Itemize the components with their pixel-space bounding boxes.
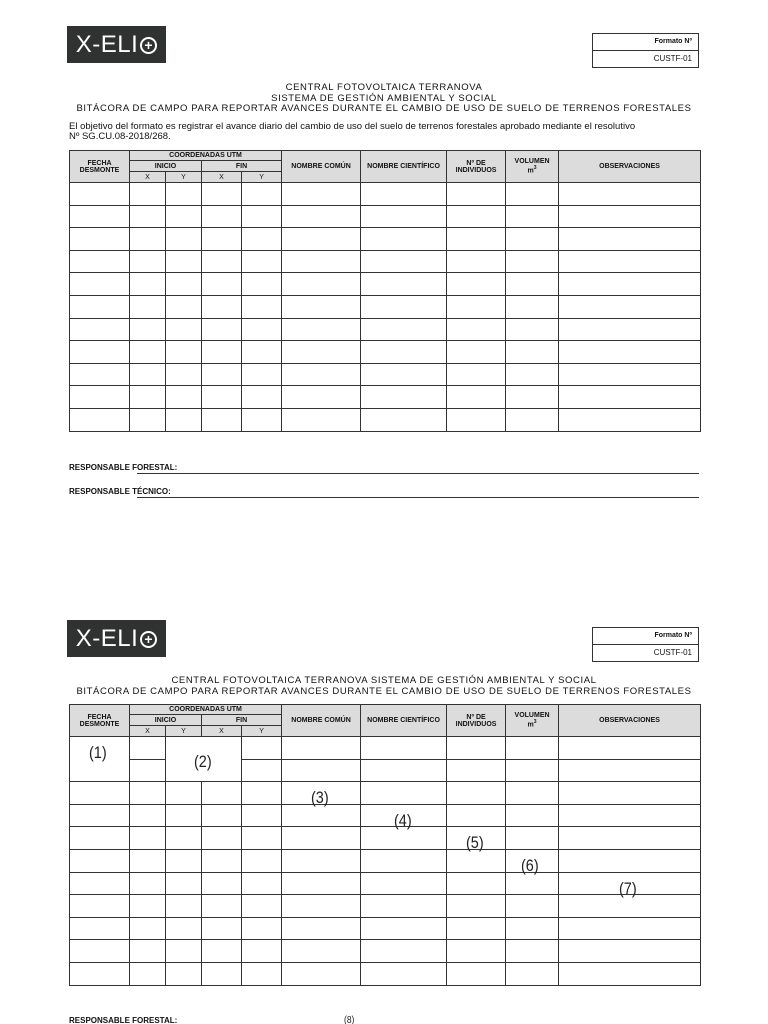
table-cell[interactable] [361,872,447,895]
table-cell[interactable] [242,341,282,364]
table-cell[interactable] [506,318,559,341]
volumen-exponent: 3 [533,165,537,172]
table-cell[interactable] [361,408,447,431]
table-cell[interactable] [559,737,701,760]
table-row [70,295,701,318]
table-cell[interactable] [70,205,130,228]
header-observaciones: OBSERVACIONES [559,705,701,737]
table-cell[interactable] [242,804,282,827]
table-row [70,895,701,918]
header-coordenadas-utm: COORDENADAS UTM [130,705,282,715]
table-cell[interactable] [361,940,447,963]
table-cell[interactable] [361,782,447,805]
responsable-forestal-label: RESPONSABLE FORESTAL: [69,463,178,472]
table-row [70,804,701,827]
document-titles [0,676,768,697]
table-cell[interactable] [130,759,166,782]
logo-plus-icon: + [140,631,157,648]
table-cell[interactable] [242,318,282,341]
table-cell[interactable] [506,408,559,431]
table-cell[interactable] [447,228,506,251]
table-cell[interactable] [559,250,701,273]
header-fin: FIN [202,715,282,726]
field-log-table [69,150,701,432]
table-cell[interactable] [202,250,242,273]
table-cell[interactable] [166,849,202,872]
table-cell[interactable] [559,363,701,386]
table-cell[interactable] [506,386,559,409]
table-cell[interactable] [559,273,701,296]
table-cell[interactable] [202,295,242,318]
marker-3: (3) [311,788,329,807]
table-cell[interactable] [506,917,559,940]
header-nombre-comun: NOMBRE COMÚN [282,151,361,183]
header-volumen [506,705,559,737]
table-cell[interactable] [130,849,166,872]
table-cell[interactable] [70,228,130,251]
responsable-forestal-field[interactable] [69,463,699,475]
xelio-logo [67,26,166,63]
table-cell[interactable] [70,363,130,386]
table-cell[interactable] [506,205,559,228]
table-cell[interactable] [202,827,242,850]
table-cell[interactable] [202,872,242,895]
table-cell[interactable] [70,917,130,940]
table-cell[interactable] [130,962,166,985]
table-cell[interactable] [282,183,361,206]
logo-text: X-ELI [75,30,139,58]
table-cell[interactable] [242,205,282,228]
table-cell[interactable] [361,386,447,409]
table-cell[interactable] [242,917,282,940]
volumen-label: VOLUMEN [514,712,550,720]
header-inicio-y: Y [166,172,202,183]
table-cell[interactable] [242,759,282,782]
table-row [70,205,701,228]
table-cell[interactable] [447,782,506,805]
header-volumen [506,151,559,183]
table-cell[interactable] [70,386,130,409]
table-cell[interactable] [166,183,202,206]
table-cell[interactable] [282,872,361,895]
table-row [70,408,701,431]
header-coordenadas-utm: COORDENADAS UTM [130,151,282,161]
table-cell[interactable] [202,341,242,364]
table-cell[interactable] [506,183,559,206]
header-inicio: INICIO [130,161,202,172]
table-cell[interactable] [447,940,506,963]
format-sheet-2 [0,595,768,1024]
table-cell[interactable] [166,363,202,386]
table-cell[interactable] [506,363,559,386]
table-cell[interactable] [242,737,282,760]
table-row [70,183,701,206]
table-cell[interactable] [506,940,559,963]
header-inicio-x: X [130,172,166,183]
table-cell[interactable] [130,804,166,827]
table-cell[interactable] [447,295,506,318]
table-row [70,940,701,963]
table-cell[interactable] [559,205,701,228]
header-inicio-x: X [130,726,166,737]
table-cell[interactable] [361,917,447,940]
table-cell[interactable] [559,940,701,963]
field-log-table-annotated [69,704,701,986]
table-cell[interactable] [202,917,242,940]
table-cell[interactable] [447,250,506,273]
header-num-individuos: Nº DE INDIVIDUOS [447,705,506,737]
marker-4: (4) [394,811,412,830]
objective-line: Nº SG.CU.08-2018/268. [69,131,171,142]
table-cell[interactable] [70,940,130,963]
table-cell[interactable] [70,250,130,273]
table-cell[interactable] [166,940,202,963]
table-cell[interactable] [282,295,361,318]
table-cell[interactable] [242,962,282,985]
table-cell[interactable] [130,408,166,431]
table-cell[interactable] [70,318,130,341]
table-cell[interactable] [242,782,282,805]
marker-1: (1) [89,743,107,762]
table-cell[interactable] [130,228,166,251]
table-row [70,250,701,273]
table-cell[interactable] [166,827,202,850]
format-label: Formato Nº [654,632,692,639]
header-nombre-cientifico: NOMBRE CIENTÍFICO [361,151,447,183]
table-row [70,962,701,985]
table-cell[interactable] [559,295,701,318]
table-cell[interactable] [361,183,447,206]
table-cell[interactable] [130,363,166,386]
table-cell[interactable] [202,962,242,985]
table-cell[interactable] [361,759,447,782]
format-code: CUSTF-01 [593,50,698,67]
table-cell[interactable] [447,363,506,386]
table-cell[interactable] [282,849,361,872]
table-cell[interactable] [282,827,361,850]
header-nombre-cientifico: NOMBRE CIENTÍFICO [361,705,447,737]
table-cell[interactable] [70,895,130,918]
table-cell[interactable] [559,849,701,872]
header-observaciones: OBSERVACIONES [559,151,701,183]
table-row [70,273,701,296]
table-cell[interactable] [130,827,166,850]
table-cell[interactable] [202,940,242,963]
table-cell[interactable] [166,295,202,318]
table-cell[interactable] [447,962,506,985]
marker-5: (5) [466,833,484,852]
table-cell[interactable] [447,318,506,341]
table-cell[interactable] [166,228,202,251]
table-cell[interactable] [447,205,506,228]
table-row [70,386,701,409]
table-cell[interactable] [70,408,130,431]
table-cell[interactable] [202,273,242,296]
table-cell[interactable] [130,737,166,760]
responsable-tecnico-label: RESPONSABLE TÉCNICO: [69,487,171,496]
table-cell[interactable] [361,295,447,318]
volumen-exponent: 3 [533,719,537,726]
responsable-forestal-label: RESPONSABLE FORESTAL: [69,1016,178,1024]
document-titles [0,83,768,115]
header-inicio: INICIO [130,715,202,726]
signature-line [137,497,699,498]
table-cell[interactable] [282,318,361,341]
table-cell[interactable] [70,183,130,206]
table-cell[interactable] [506,827,559,850]
title-line: BITÁCORA DE CAMPO PARA REPORTAR AVANCES DURANTE EL CAMBIO DE USO DE SUELO DE TERRENOS FORESTALES [76,685,692,697]
table-cell[interactable] [559,962,701,985]
table-cell[interactable] [202,408,242,431]
table-cell[interactable] [361,205,447,228]
table-row [70,363,701,386]
table-cell[interactable] [130,940,166,963]
header-fin: FIN [202,161,282,172]
table-cell[interactable] [282,940,361,963]
table-cell[interactable] [130,318,166,341]
table-cell[interactable] [202,849,242,872]
table-cell[interactable] [282,250,361,273]
table-cell[interactable] [559,917,701,940]
format-number-box [592,627,699,662]
logo-plus-icon: + [140,37,157,54]
table-row [70,737,701,760]
volumen-label: VOLUMEN [514,158,550,166]
xelio-logo [67,620,166,657]
table-cell[interactable] [166,895,202,918]
table-cell[interactable] [130,782,166,805]
format-number-box [592,33,699,68]
table-cell[interactable] [70,273,130,296]
table-row [70,318,701,341]
table-cell[interactable] [559,228,701,251]
table-cell[interactable] [70,827,130,850]
table-cell[interactable] [202,782,242,805]
table-cell[interactable] [282,228,361,251]
table-cell[interactable] [282,341,361,364]
table-cell[interactable] [202,804,242,827]
table-cell[interactable] [282,386,361,409]
table-cell[interactable] [282,273,361,296]
table-cell[interactable] [242,295,282,318]
header-inicio-y: Y [166,726,202,737]
title-line: BITÁCORA DE CAMPO PARA REPORTAR AVANCES DURANTE EL CAMBIO DE USO DE SUELO DE TERRENOS FORESTALES [76,103,692,114]
table-cell[interactable] [166,408,202,431]
table-row [70,782,701,805]
table-cell[interactable] [447,341,506,364]
table-cell[interactable] [447,408,506,431]
table-cell[interactable] [506,804,559,827]
table-row [70,872,701,895]
table-cell[interactable] [202,183,242,206]
table-cell[interactable] [166,386,202,409]
marker-6: (6) [521,856,539,875]
table-cell[interactable] [559,782,701,805]
table-cell[interactable] [506,759,559,782]
table-cell[interactable] [202,205,242,228]
logo-text: X-ELI [75,624,139,652]
table-row [70,759,701,782]
table-cell[interactable] [242,849,282,872]
table-cell[interactable] [361,250,447,273]
signature-line [137,473,699,474]
table-cell[interactable] [447,917,506,940]
table-cell[interactable] [130,895,166,918]
table-cell[interactable] [447,895,506,918]
volumen-unit: m [527,721,534,729]
table-cell[interactable] [506,250,559,273]
table-cell[interactable] [166,962,202,985]
table-cell[interactable] [242,228,282,251]
table-cell[interactable] [506,273,559,296]
table-cell[interactable] [361,341,447,364]
table-cell[interactable] [361,273,447,296]
table-cell[interactable] [70,872,130,895]
table-cell[interactable] [166,318,202,341]
table-cell[interactable] [130,386,166,409]
table-cell[interactable] [202,228,242,251]
table-cell[interactable] [166,804,202,827]
table-cell[interactable] [282,408,361,431]
table-cell[interactable] [130,917,166,940]
table-cell[interactable] [242,250,282,273]
table-cell[interactable] [202,318,242,341]
table-cell[interactable] [447,759,506,782]
format-code: CUSTF-01 [593,644,698,661]
table-cell[interactable] [70,849,130,872]
table-cell[interactable] [506,341,559,364]
table-cell[interactable] [166,782,202,805]
table-cell[interactable] [506,782,559,805]
volumen-unit: m [527,167,534,175]
header-fin-x: X [202,172,242,183]
format-label: Formato Nº [654,38,692,45]
table-cell[interactable] [559,759,701,782]
title-line: CENTRAL FOTOVOLTAICA TERRANOVA [285,82,483,93]
title-line: SISTEMA DE GESTIÓN AMBIENTAL Y SOCIAL [271,92,497,104]
table-row [70,917,701,940]
table-cell[interactable] [166,341,202,364]
table-cell[interactable] [242,408,282,431]
table-cell[interactable] [559,408,701,431]
header-fecha-desmonte: FECHA DESMONTE [70,705,130,737]
marker-7: (7) [619,879,637,898]
table-cell[interactable] [361,895,447,918]
table-cell[interactable] [130,273,166,296]
table-cell[interactable] [447,273,506,296]
table-cell[interactable] [70,295,130,318]
table-cell[interactable] [361,318,447,341]
table-cell[interactable] [559,318,701,341]
table-cell[interactable] [361,962,447,985]
table-cell[interactable] [506,962,559,985]
table-cell[interactable] [447,183,506,206]
table-cell[interactable] [361,363,447,386]
header-nombre-comun: NOMBRE COMÚN [282,705,361,737]
table-cell[interactable] [242,895,282,918]
table-cell[interactable] [242,183,282,206]
table-cell[interactable] [70,341,130,364]
table-cell[interactable] [70,962,130,985]
table-cell[interactable] [506,895,559,918]
table-cell[interactable] [506,295,559,318]
table-cell[interactable] [202,895,242,918]
table-row [70,228,701,251]
table-cell[interactable] [166,205,202,228]
table-cell[interactable] [70,804,130,827]
table-cell[interactable] [447,737,506,760]
table-cell[interactable] [559,827,701,850]
table-cell[interactable] [130,183,166,206]
table-cell[interactable] [361,849,447,872]
table-cell[interactable] [166,273,202,296]
table-cell[interactable] [559,183,701,206]
table-cell[interactable] [447,804,506,827]
table-cell[interactable] [242,363,282,386]
table-cell[interactable] [130,295,166,318]
table-cell[interactable] [282,895,361,918]
table-cell[interactable] [506,737,559,760]
table-cell[interactable] [282,205,361,228]
table-cell[interactable] [282,363,361,386]
table-cell[interactable] [447,386,506,409]
responsable-forestal-field[interactable] [69,1016,699,1024]
header-fin-x: X [202,726,242,737]
table-cell[interactable] [361,228,447,251]
table-cell[interactable] [559,804,701,827]
table-cell[interactable] [202,363,242,386]
table-cell[interactable] [70,782,130,805]
table-cell[interactable] [282,759,361,782]
table-cell[interactable] [242,273,282,296]
title-line: CENTRAL FOTOVOLTAICA TERRANOVA SISTEMA DE GESTIÓN AMBIENTAL Y SOCIAL [171,675,597,686]
table-cell[interactable] [282,737,361,760]
objective-line: El objetivo del formato es registrar el avance diario del cambio de uso del suelo de terrenos forestales aprobado mediante el resolutivo [69,121,636,132]
table-cell[interactable] [559,341,701,364]
marker-8: (8) [344,1015,355,1024]
header-fin-y: Y [242,726,282,737]
marker-2: (2) [194,752,212,771]
table-row [70,827,701,850]
table-cell[interactable] [559,386,701,409]
table-cell[interactable] [166,250,202,273]
table-cell[interactable] [166,917,202,940]
header-num-individuos: Nº DE INDIVIDUOS [447,151,506,183]
table-cell[interactable] [166,872,202,895]
table-cell[interactable] [202,386,242,409]
objective-text [69,122,709,142]
table-cell[interactable] [130,205,166,228]
table-cell[interactable] [242,872,282,895]
table-cell[interactable] [242,940,282,963]
table-cell[interactable] [282,962,361,985]
responsable-tecnico-field[interactable] [69,487,699,499]
table-row [70,341,701,364]
table-cell[interactable] [242,827,282,850]
table-row [70,849,701,872]
table-cell[interactable] [506,228,559,251]
table-cell[interactable] [447,872,506,895]
header-fin-y: Y [242,172,282,183]
header-fecha-desmonte: FECHA DESMONTE [70,151,130,183]
table-cell[interactable] [130,341,166,364]
table-cell[interactable] [282,917,361,940]
table-cell[interactable] [130,872,166,895]
table-cell[interactable] [242,386,282,409]
table-cell[interactable] [130,250,166,273]
table-cell[interactable] [361,737,447,760]
